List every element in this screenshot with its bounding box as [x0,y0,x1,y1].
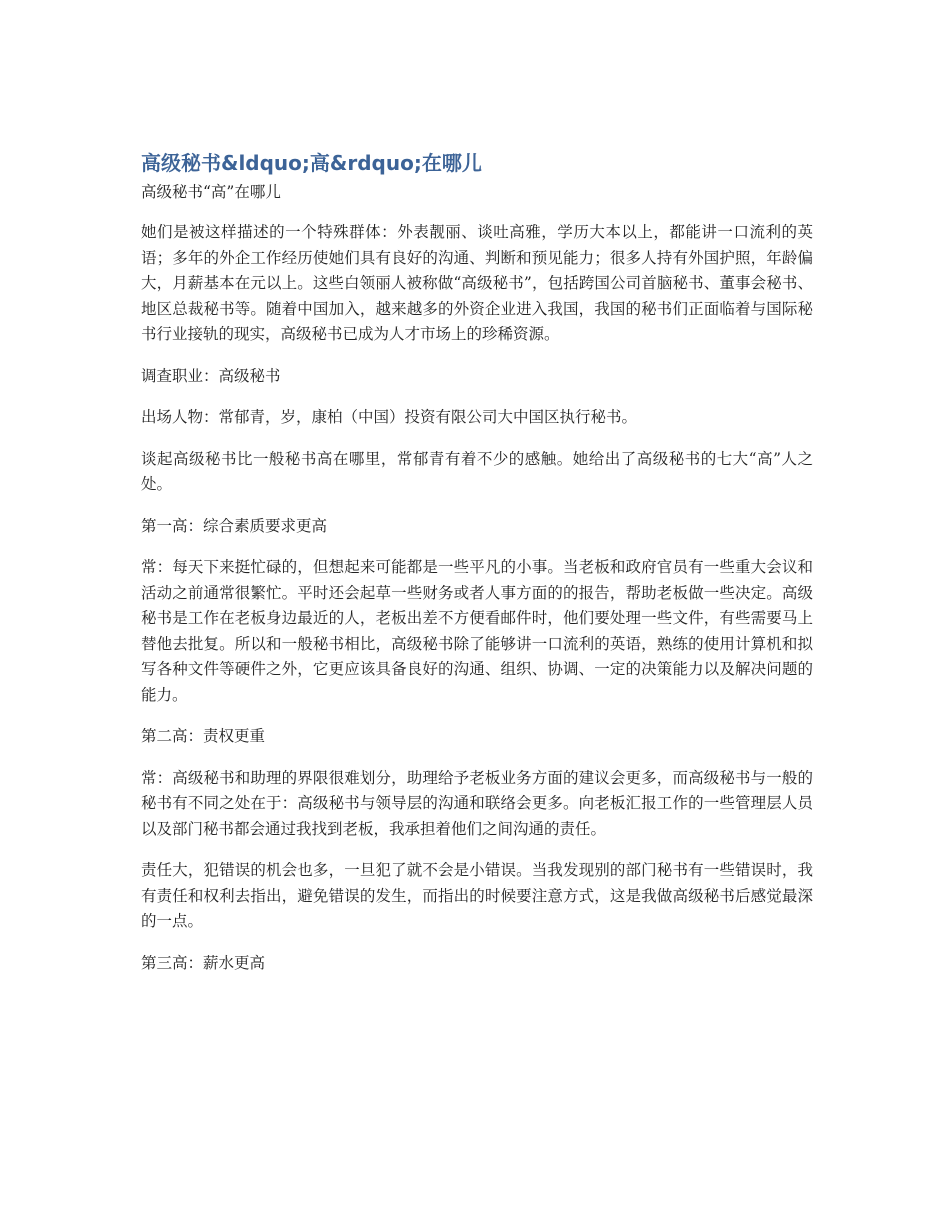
document-page [141,148,813,992]
paragraph-seven-highs: 谈起高级秘书比一般秘书高在哪里，常郁青有着不少的感触。她给出了高级秘书的七大“高”人之处。 [141,449,813,493]
section-heading-third-high: 第三高：薪水更高 [141,953,266,972]
paragraph-first-high: 常：每天下来挺忙碌的，但想起来可能都是一些平凡的小事。当老板和政府官员有一些重大会议和活动之前通常很繁忙。平时还会起草一些财务或者人事方面的的报告，帮助老板做一些决定。高级秘书是工作在老板身边最近的人，老板出差不方便看邮件时，他们要处理一些文件，有些需要马上替他去批复。所以和一般秘书相比，高级秘书除了能够讲一口流利的英语，熟练的使用计算机和拟写各种文件等硬件之外，它更应该具备良好的沟通、组织、协调、一定的决策能力以及解决问题的能力。 [141,558,813,704]
paragraph-intro: 她们是被这样描述的一个特殊群体：外表靓丽、谈吐高雅，学历大本以上，都能讲一口流利的英语；多年的外企工作经历使她们具有良好的沟通、判断和预见能力；很多人持有外国护照，年龄偏大，月薪基本在元以上。这些白领丽人被称做“高级秘书”，包括跨国公司首脑秘书、董事会秘书、地区总裁秘书等。随着中国加入，越来越多的外资企业进入我国，我国的秘书们正面临着与国际秘书行业接轨的现实，高级秘书已成为人才市场上的珍稀资源。 [141,223,813,343]
paragraph-responsibility: 责任大，犯错误的机会也多，一旦犯了就不会是小错误。当我发现别的部门秘书有一些错误时，我有责任和权利去指出，避免错误的发生，而指出的时候要注意方式，这是我做高级秘书后感觉最深的一点。 [141,861,813,930]
paragraph-character: 出场人物：常郁青，岁，康柏（中国）投资有限公司大中国区执行秘书。 [141,408,638,426]
section-heading-second-high: 第二高：责权更重 [141,727,266,745]
section-heading-first-high: 第一高：综合素质要求更高 [141,516,328,535]
paragraph-second-high: 常：高级秘书和助理的界限很难划分，助理给予老板业务方面的建议会更多，而高级秘书与一般的秘书有不同之处在于：高级秘书与领导层的沟通和联络会更多。向老板汇报工作的一些管理层人员以及部门秘书都会通过我找到老板，我承担着他们之间沟通的责任。 [141,768,813,838]
document-title: 高级秘书&ldquo;高&rdquo;在哪儿 [141,151,482,175]
paragraph-survey-job: 调查职业：高级秘书 [141,366,281,385]
document-subtitle: 高级秘书“高”在哪儿 [141,183,281,201]
